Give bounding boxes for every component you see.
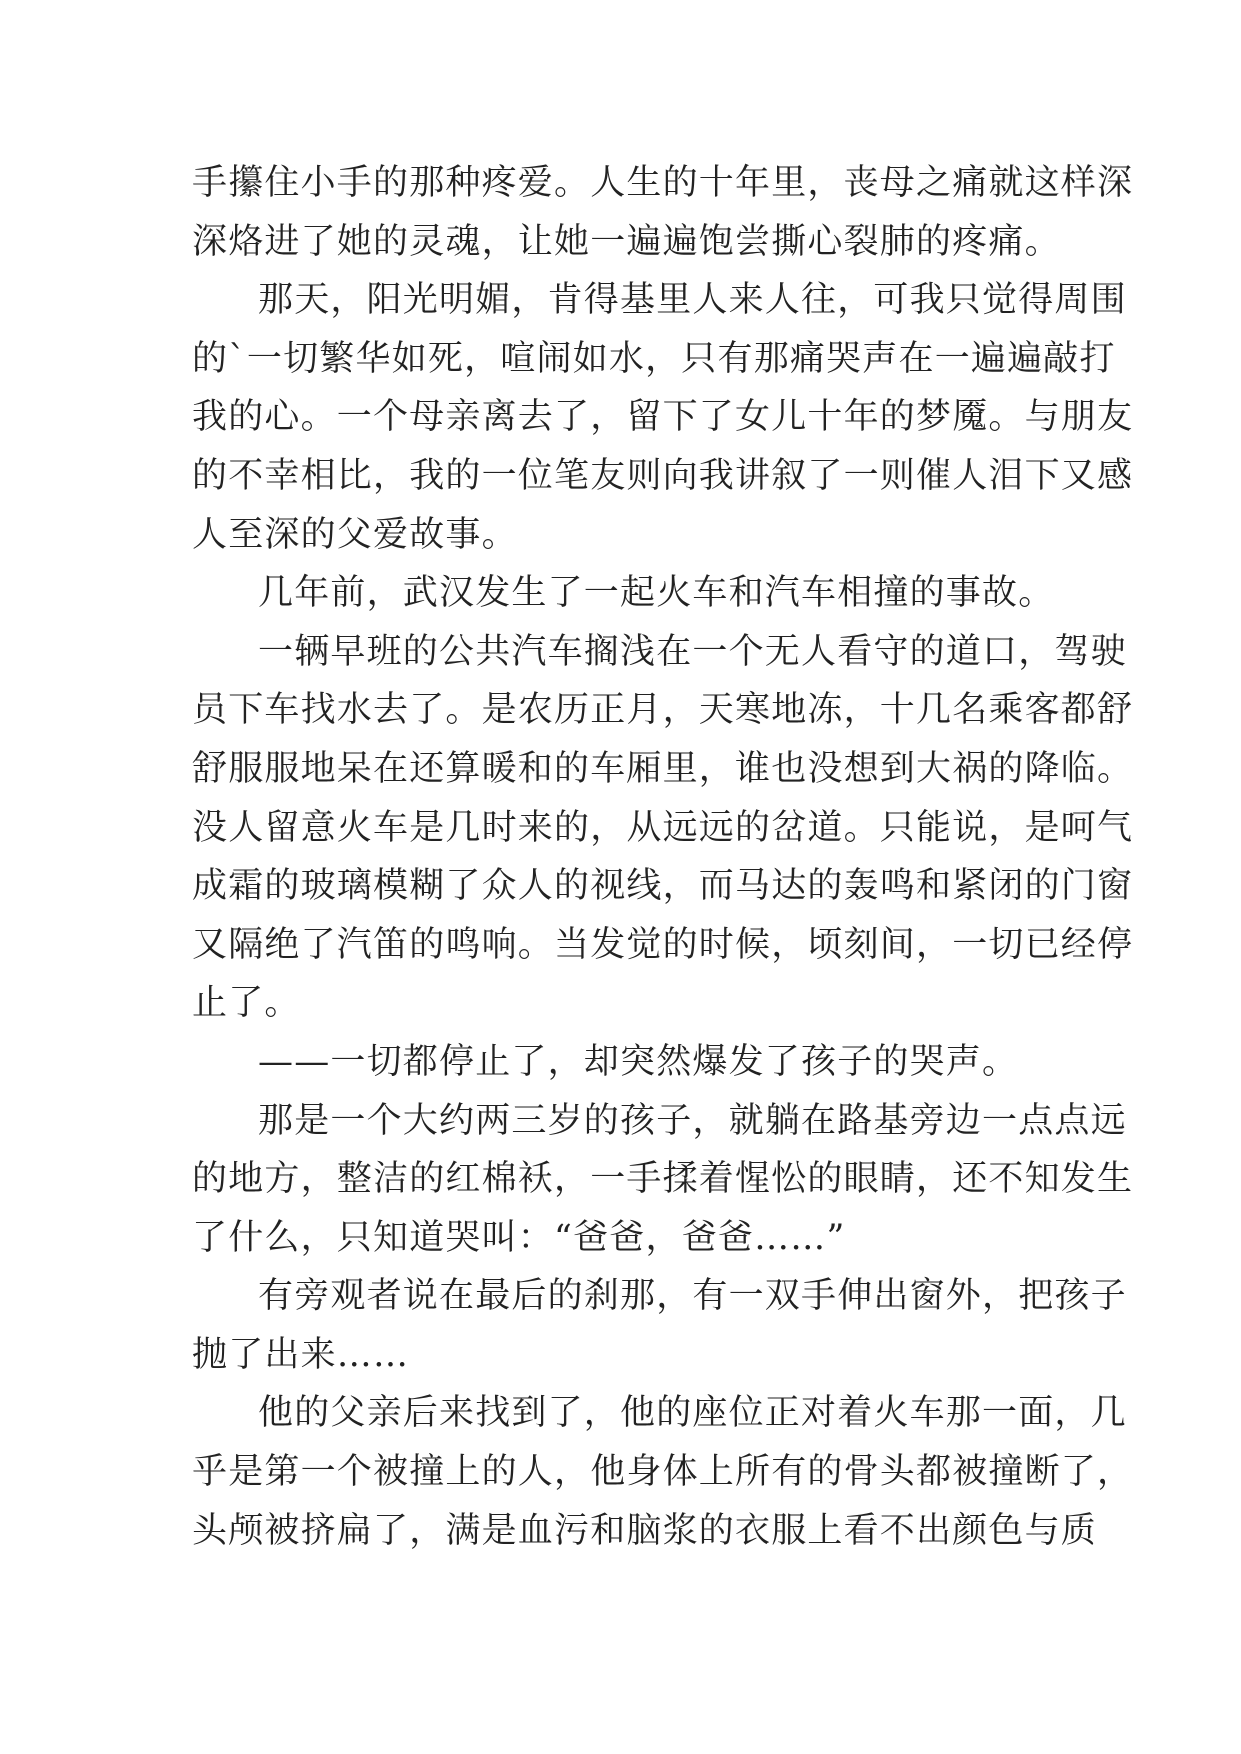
text-line: 头颅被挤扁了，满是血污和脑浆的衣服上看不出颜色与质 — [192, 1510, 1098, 1551]
text-line: 的`一切繁华如死，喧闹如水，只有那痛哭声在一遍遍敲打 — [192, 338, 1116, 379]
text-line: 手攥住小手的那种疼爱。人生的十年里，丧母之痛就这样深 — [192, 163, 1134, 203]
text-line: 抛了出来…… — [192, 1334, 410, 1375]
text-line: 深烙进了她的灵魂，让她一遍遍饱尝撕心裂肺的疼痛。 — [192, 221, 1061, 262]
text-line: 的地方，整洁的红棉袄，一手揉着惺忪的眼睛，还不知发生 — [192, 1159, 1134, 1200]
text-line: ——一切都停止了，却突然爆发了孩子的哭声。 — [258, 1041, 1019, 1082]
text-line: 止了。 — [192, 983, 301, 1024]
text-line: 人至深的父爱故事。 — [192, 514, 518, 555]
text-line: 有旁观者说在最后的刹那，有一双手伸出窗外，把孩子 — [258, 1276, 1127, 1317]
text-line: 没人留意火车是几时来的，从远远的岔道。只能说，是呵气 — [192, 807, 1134, 848]
body-text — [192, 154, 1134, 1560]
text-line: 几年前，武汉发生了一起火车和汽车相撞的事故。 — [258, 573, 1055, 614]
text-line: 乎是第一个被撞上的人，他身体上所有的骨头都被撞断了， — [192, 1452, 1134, 1493]
text-line: 了什么，只知道哭叫：“爸爸，爸爸……” — [192, 1217, 846, 1258]
text-line: 的不幸相比，我的一位笔友则向我讲叙了一则催人泪下又感 — [192, 455, 1134, 496]
text-line: 一辆早班的公共汽车搁浅在一个无人看守的道口，驾驶 — [258, 631, 1127, 672]
text-line: 又隔绝了汽笛的鸣响。当发觉的时候，顷刻间，一切已经停 — [192, 924, 1134, 965]
text-line: 成霜的玻璃模糊了众人的视线，而马达的轰鸣和紧闭的门窗 — [192, 866, 1134, 907]
text-line: 舒服服地呆在还算暖和的车厢里，谁也没想到大祸的降临。 — [192, 748, 1134, 789]
text-line: 那是一个大约两三岁的孩子，就躺在路基旁边一点点远 — [258, 1100, 1127, 1141]
text-line: 那天，阳光明媚，肯得基里人来人往，可我只觉得周围 — [258, 280, 1127, 321]
text-line: 他的父亲后来找到了，他的座位正对着火车那一面，几 — [258, 1393, 1127, 1434]
text-line: 我的心。一个母亲离去了，留下了女儿十年的梦魇。与朋友 — [192, 397, 1134, 438]
text-line: 员下车找水去了。是农历正月，天寒地冻，十几名乘客都舒 — [192, 690, 1134, 731]
